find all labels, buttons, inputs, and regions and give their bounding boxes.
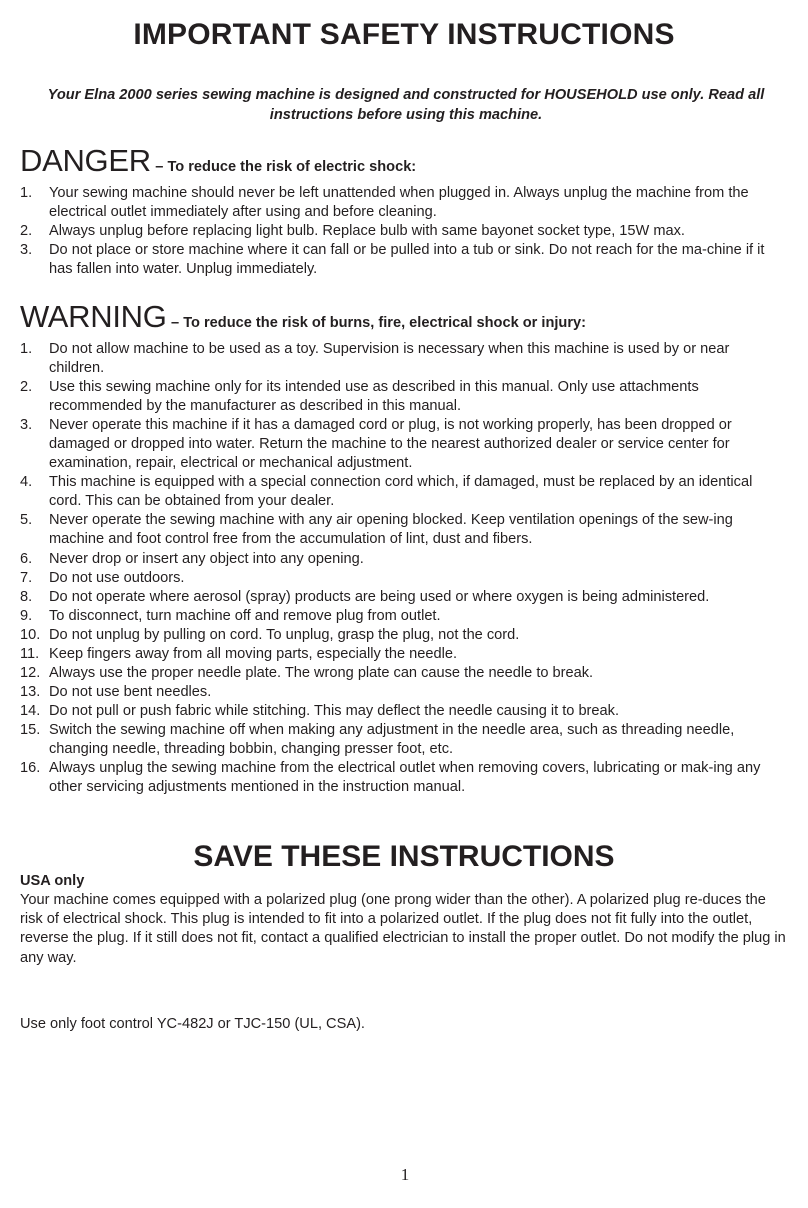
warning-item bbox=[20, 626, 788, 645]
item-number: 10. bbox=[20, 626, 41, 643]
warning-item bbox=[20, 378, 788, 416]
warning-item bbox=[20, 511, 788, 549]
item-text: Never operate the sewing machine with any air opening blocked. Keep ventilation openings of the sew-ing machine and foot control free from the accumulation of lint, dust and fibers. bbox=[49, 512, 733, 548]
item-text: Do not place or store machine where it can fall or be pulled into a tub or sink. Do not reach for the ma-chine if it has fallen into water. Unplug immediately. bbox=[49, 242, 765, 278]
warning-item bbox=[20, 721, 788, 759]
item-text: Always use the proper needle plate. The wrong plate can cause the needle to break. bbox=[49, 664, 594, 681]
item-number: 1. bbox=[20, 341, 33, 357]
intro-text: Your Elna 2000 series sewing machine is designed and constructed for HOUSEHOLD use only. Read all instructions before using this machine. bbox=[47, 87, 765, 123]
item-number: 14. bbox=[20, 702, 41, 719]
item-number: 16. bbox=[20, 760, 41, 777]
item-text: Do not pull or push fabric while stitching. This may deflect the needle causing it to break. bbox=[49, 702, 620, 719]
item-text: Do not allow machine to be used as a toy. Supervision is necessary when this machine is used by or near children. bbox=[49, 341, 730, 377]
item-number: 6. bbox=[20, 550, 33, 567]
warning-item bbox=[20, 702, 788, 721]
item-number: 8. bbox=[20, 588, 33, 605]
warning-item bbox=[20, 683, 788, 702]
item-number: 15. bbox=[20, 721, 41, 738]
danger-item bbox=[20, 222, 788, 241]
item-number: 5. bbox=[20, 512, 33, 529]
warning-item bbox=[20, 550, 788, 569]
item-text: Do not operate where aerosol (spray) products are being used or where oxygen is being administered. bbox=[49, 588, 710, 605]
danger-list bbox=[20, 184, 788, 279]
danger-title: DANGER bbox=[20, 143, 151, 178]
page-number: 1 bbox=[400, 1165, 410, 1184]
item-text: Do not unplug by pulling on cord. To unplug, grasp the plug, not the cord. bbox=[49, 626, 520, 643]
item-text: Do not use outdoors. bbox=[49, 569, 185, 586]
item-number: 11. bbox=[20, 645, 40, 662]
item-number: 12. bbox=[20, 664, 41, 681]
item-number: 4. bbox=[20, 474, 33, 491]
item-text: Never operate this machine if it has a damaged cord or plug, is not working properly, has been dropped or damaged or dropped into water. Return the machine to the nearest authorized dealer or service center for examination, repair, electrical or mechanical adjustment. bbox=[49, 417, 732, 472]
warning-item bbox=[20, 340, 788, 378]
danger-heading bbox=[20, 143, 416, 179]
warning-item bbox=[20, 645, 788, 664]
save-instructions-title: SAVE THESE INSTRUCTIONS bbox=[193, 840, 615, 873]
item-text: Keep fingers away from all moving parts, especially the needle. bbox=[49, 645, 458, 662]
item-number: 3. bbox=[20, 242, 33, 259]
item-number: 13. bbox=[20, 683, 41, 700]
item-text: Use this sewing machine only for its intended use as described in this manual. Only use attachments recommended by the manufacturer as described in this manual. bbox=[49, 379, 699, 415]
warning-heading bbox=[20, 299, 586, 335]
item-number: 2. bbox=[20, 223, 33, 240]
warning-item bbox=[20, 416, 788, 473]
warning-title: WARNING bbox=[20, 299, 167, 334]
warning-item bbox=[20, 473, 788, 511]
foot-control-note: Use only foot control YC-482J or TJC-150 (UL, CSA). bbox=[20, 1016, 365, 1032]
page-title: IMPORTANT SAFETY INSTRUCTIONS bbox=[133, 18, 675, 51]
item-text: Always unplug before replacing light bulb. Replace bulb with same bayonet socket type, 15W max. bbox=[49, 223, 685, 240]
item-text: Never drop or insert any object into any opening. bbox=[49, 550, 364, 567]
warning-item bbox=[20, 588, 788, 607]
warning-subtitle: – To reduce the risk of burns, fire, electrical shock or injury: bbox=[171, 315, 586, 331]
warning-item bbox=[20, 569, 788, 588]
usa-plug-text: Your machine comes equipped with a polarized plug (one prong wider than the other). A polarized plug re-duces the risk of electrical shock. This plug is intended to fit into a polarized outlet. If the plug does not fit fully into the outlet, reverse the plug. If it still does not fit, contact a qualified electrician to install the proper outlet. Do not modify the plug in any way. bbox=[20, 892, 786, 966]
warning-item bbox=[20, 759, 788, 797]
item-number: 2. bbox=[20, 379, 33, 396]
item-text: This machine is equipped with a special connection cord which, if damaged, must be replaced by an identical cord. This can be obtained from your dealer. bbox=[49, 474, 753, 510]
danger-item bbox=[20, 184, 788, 222]
item-number: 1. bbox=[20, 185, 33, 201]
warning-item bbox=[20, 607, 788, 626]
warning-list bbox=[20, 340, 788, 797]
item-number: 9. bbox=[20, 607, 33, 624]
item-number: 7. bbox=[20, 569, 33, 586]
item-text: Always unplug the sewing machine from the electrical outlet when removing covers, lubricating or mak-ing any other servicing adjustments mentioned in the instruction manual. bbox=[49, 760, 761, 796]
item-text: Do not use bent needles. bbox=[49, 683, 212, 700]
danger-item bbox=[20, 241, 788, 279]
item-number: 3. bbox=[20, 417, 33, 434]
item-text: To disconnect, turn machine off and remove plug from outlet. bbox=[49, 607, 441, 624]
warning-item bbox=[20, 664, 788, 683]
item-text: Your sewing machine should never be left unattended when plugged in. Always unplug the machine from the electrical outlet immediately after using and before cleaning. bbox=[49, 185, 749, 221]
danger-subtitle: – To reduce the risk of electric shock: bbox=[155, 159, 417, 175]
usa-only-label: USA only bbox=[20, 873, 85, 889]
item-text: Switch the sewing machine off when making any adjustment in the needle area, such as threading needle, changing needle, threading bobbin, changing presser foot, etc. bbox=[49, 721, 735, 757]
